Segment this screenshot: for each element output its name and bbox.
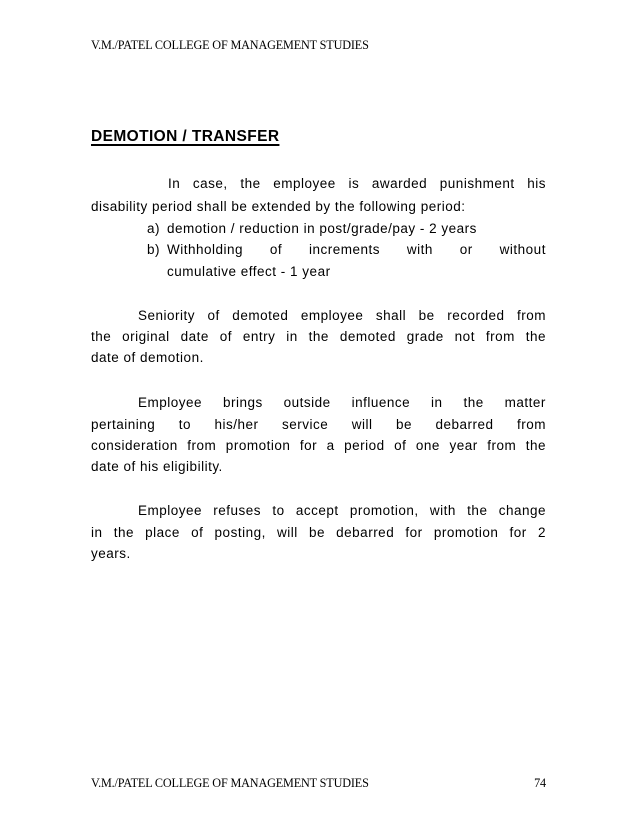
list-item-b-line1 (167, 242, 546, 257)
page-header: V.M./PATEL COLLEGE OF MANAGEMENT STUDIES (91, 38, 369, 52)
para4-line1: Employee refuses to accept promotion, with the change (138, 503, 546, 518)
page-number: 74 (534, 776, 546, 790)
para3-word: outside (283, 395, 331, 410)
document-body (91, 0, 546, 826)
para2-line2: the original date of entry in the demoted grade not from the (91, 329, 546, 344)
list-item-a-text: demotion / reduction in post/grade/pay - 2 years (167, 221, 477, 236)
list-item-b-line2: cumulative effect - 1 year (167, 264, 331, 279)
list-b-word: of (269, 242, 283, 257)
list-item-b-label: b) (147, 242, 161, 257)
list-b-word: Withholding (167, 242, 244, 257)
para3-word: influence (351, 395, 411, 410)
para3-line4: date of his eligibility. (91, 459, 223, 474)
list-b-word: increments (309, 242, 381, 257)
para3-word: be (395, 417, 412, 432)
page-footer (91, 776, 546, 791)
para3-word: pertaining (91, 417, 156, 432)
para3-word: service (282, 417, 329, 432)
list-b-word: or (459, 242, 473, 257)
para3-word: from (516, 417, 546, 432)
para2-line3: date of demotion. (91, 350, 204, 365)
para3-word: will (351, 417, 373, 432)
list-item-a-label: a) (147, 221, 161, 236)
list-b-word: without (499, 242, 546, 257)
para3-word: to (178, 417, 192, 432)
para3-word: in (431, 395, 443, 410)
para3-word: brings (222, 395, 263, 410)
list-b-word: with (406, 242, 433, 257)
para3-word: the (463, 395, 484, 410)
para1-line2: disability period shall be extended by the following period: (91, 199, 466, 214)
para4-line3: years. (91, 546, 131, 561)
para3-line1 (138, 395, 546, 410)
footer-text: V.M./PATEL COLLEGE OF MANAGEMENT STUDIES (91, 776, 369, 790)
para3-word: debarred (435, 417, 494, 432)
para2-line1: Seniority of demoted employee shall be recorded from (138, 308, 546, 323)
para3-line3: consideration from promotion for a period of one year from the (91, 438, 546, 453)
para3-word: Employee (138, 395, 203, 410)
para3-word: matter (504, 395, 546, 410)
para4-line2: in the place of posting, will be debarred for promotion for 2 (91, 525, 546, 540)
para3-word: his/her (214, 417, 259, 432)
para1-line1: In case, the employee is awarded punishment his (168, 176, 546, 191)
section-title: DEMOTION / TRANSFER (91, 128, 280, 145)
para3-line2 (91, 417, 546, 432)
